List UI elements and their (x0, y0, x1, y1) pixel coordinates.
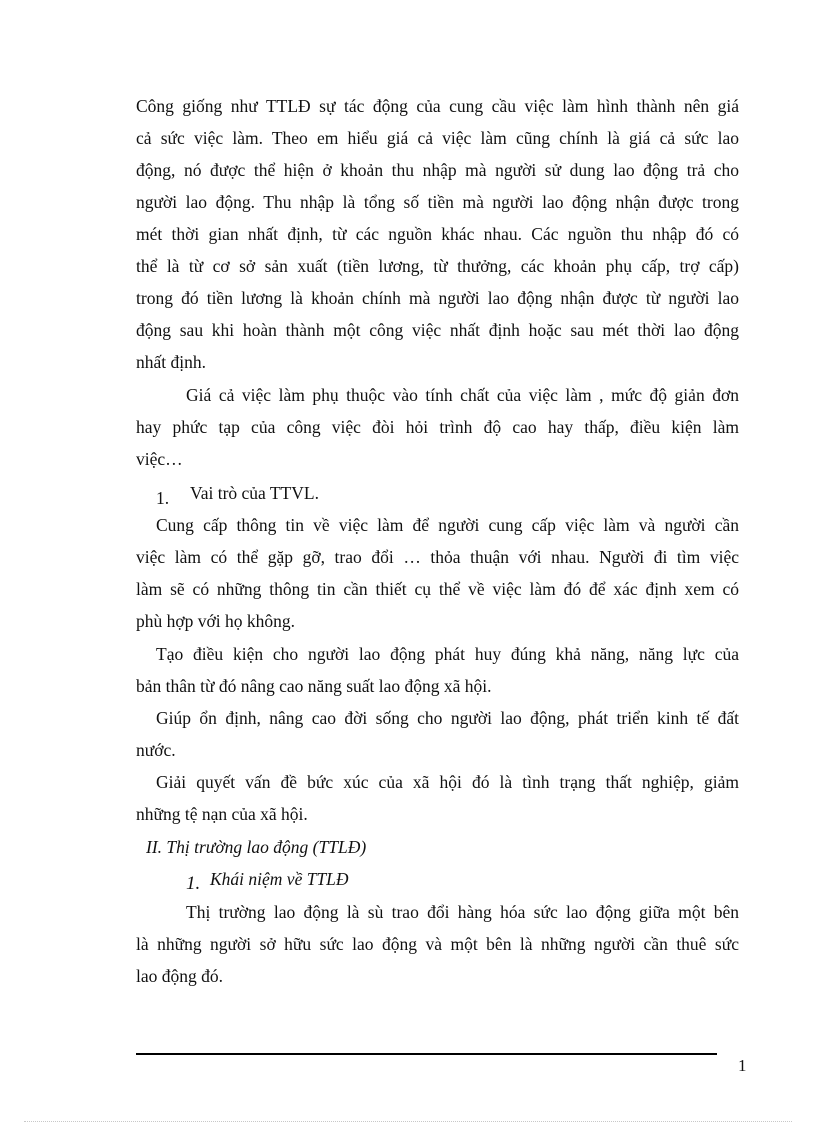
body-text-line: nhất định. (136, 352, 206, 372)
heading-number: 1. (156, 488, 170, 508)
body-text-line: cả sức việc làm. Theo em hiểu giá cả việc làm cũng chính là giá cả sức lao (136, 128, 739, 148)
body-text-line: động, nó được thể hiện ở khoản thu nhập mà người sử dung lao động trả cho (136, 160, 739, 180)
body-text-line: Giúp ổn định, nâng cao đời sống cho người lao động, phát triển kinh tế đất (156, 708, 739, 728)
heading-number: 1. (186, 873, 201, 894)
body-text-line: động sau khi hoàn thành một công việc nhất định hoặc sau mét thời lao động (136, 320, 739, 340)
body-text-line: Thị trường lao động là sù trao đổi hàng hóa sức lao động giữa một bên (186, 902, 739, 922)
body-text-line: Tạo điều kiện cho người lao động phát huy đúng khả năng, năng lực của (156, 644, 739, 664)
body-text-line: việc làm có thể gặp gỡ, trao đổi … thỏa thuận với nhau. Người đi tìm việc (136, 547, 739, 567)
body-text-line: thể là từ cơ sở sản xuất (tiền lương, từ thưởng, các khoản phụ cấp, trợ cấp) (136, 256, 739, 276)
body-text-line: lao động đó. (136, 966, 224, 986)
body-text-line: người lao động. Thu nhập là tổng số tiền mà người lao động nhận được trong (136, 192, 739, 212)
body-text-line: việc… (136, 449, 183, 469)
body-text-line: làm sẽ có những thông tin cần thiết cụ thể về việc làm đó để xác định xem có (136, 579, 739, 599)
section-heading: II. Thị trường lao động (TTLĐ) (146, 837, 367, 857)
heading-text: Khái niệm về TTLĐ (210, 869, 349, 889)
body-text-line: Giải quyết vấn đề bức xúc của xã hội đó là tình trạng thất nghiệp, giảm (156, 772, 739, 792)
body-text-line: phù hợp với họ không. (136, 611, 295, 631)
body-text-line: những tệ nạn của xã hội. (136, 804, 308, 824)
body-text-line: hay phức tạp của công việc đòi hỏi trình độ cao hay thấp, điều kiện làm (136, 417, 739, 437)
body-text-line: Giá cả việc làm phụ thuộc vào tính chất của việc làm , mức độ giản đơn (186, 385, 739, 405)
body-text-line: mét thời gian nhất định, từ các nguồn khác nhau. Các nguồn thu nhập đó có (136, 224, 739, 244)
body-text-line: trong đó tiền lương là khoản chính mà người lao động nhận được từ người lao (136, 288, 739, 308)
body-text-line: Công giống như TTLĐ sự tác động của cung cầu việc làm hình thành nên giá (136, 96, 739, 116)
footer-rule (136, 1053, 717, 1055)
heading-text: Vai trò của TTVL. (190, 483, 319, 503)
body-text-line: Cung cấp thông tin về việc làm để người cung cấp việc làm và người cần (156, 515, 739, 535)
body-text-line: nước. (136, 740, 176, 760)
page-number: 1 (738, 1056, 747, 1075)
page-break-divider (24, 1121, 792, 1122)
body-text-line: là những người sở hữu sức lao động và một bên là những người cần thuê sức (136, 934, 739, 954)
body-text-line: bản thân từ đó nâng cao năng suất lao động xã hội. (136, 676, 492, 696)
